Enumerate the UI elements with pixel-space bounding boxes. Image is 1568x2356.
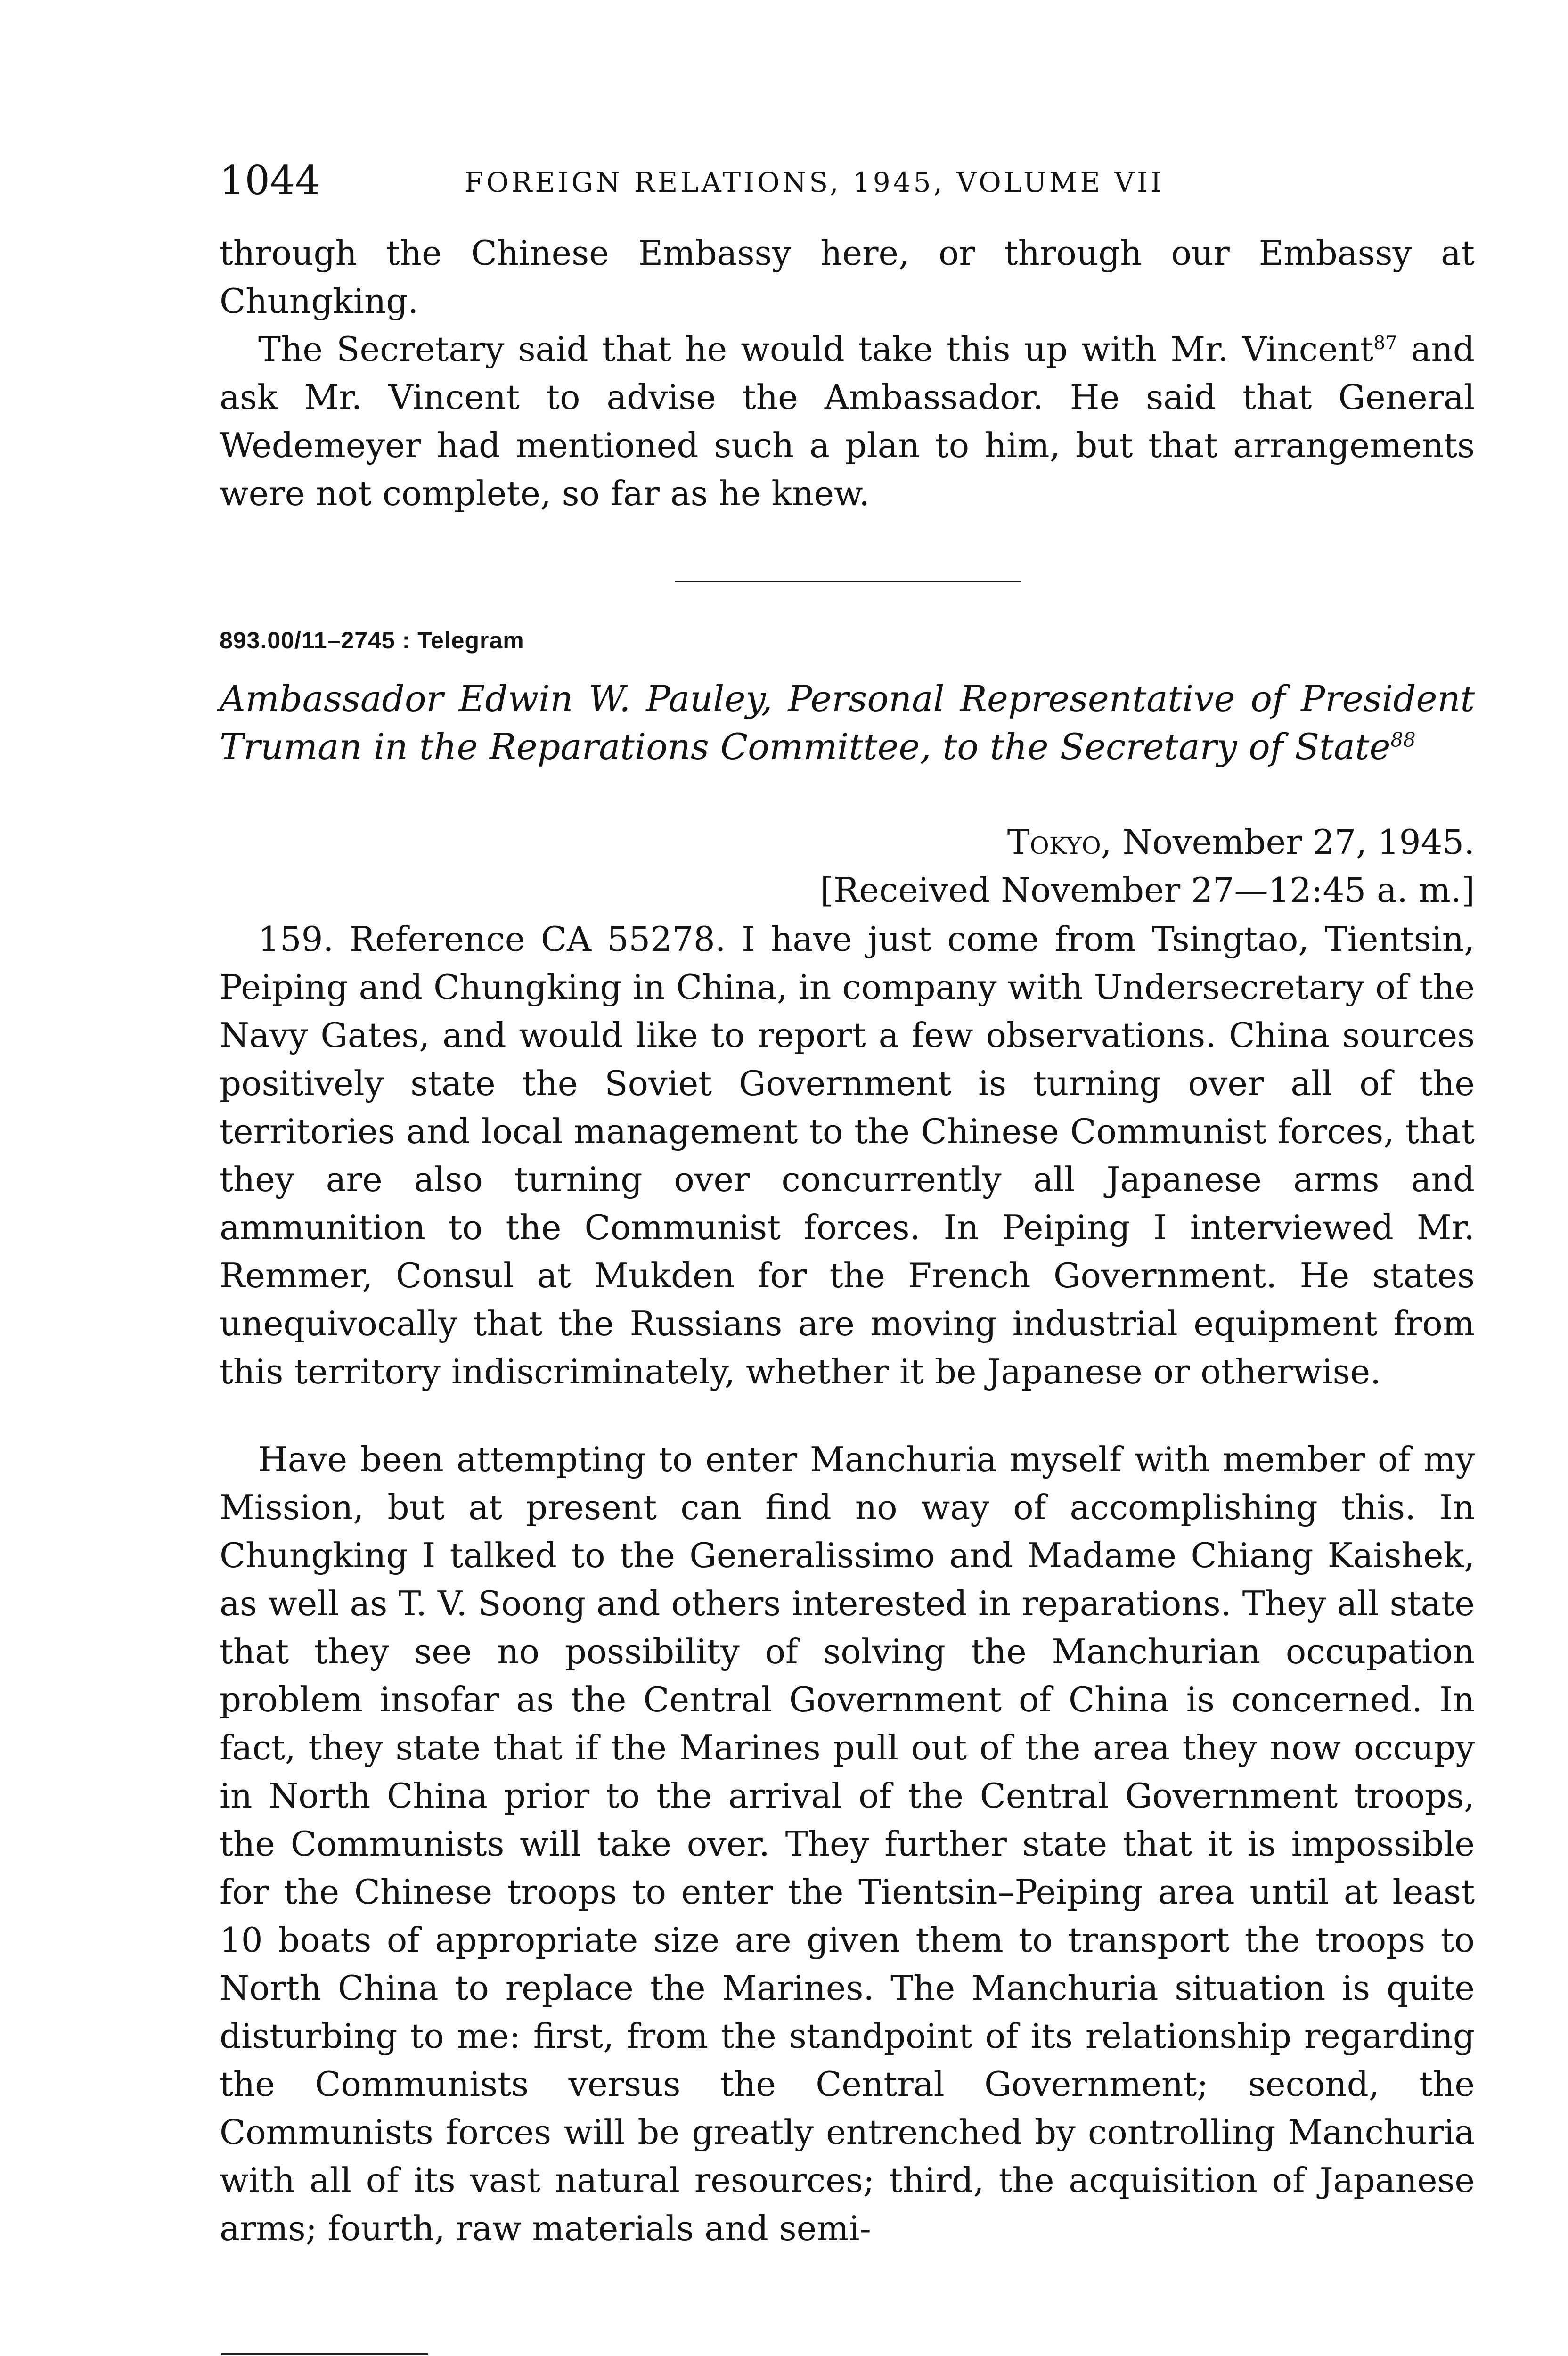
paragraph-secretary-text-a: The Secretary said that he would take this up with Mr. Vincent	[258, 329, 1374, 369]
date: , November 27, 1945.	[1101, 822, 1475, 862]
opening-text	[220, 229, 1475, 517]
date-line	[820, 818, 1475, 866]
paragraph-observations: 159. Reference CA 55278. I have just come from Tsingtao, Tientsin, Peiping and Chungking in China, in company with Undersecretary of the Navy Gates, and would like to report a few observations. China sources positively state the Soviet Government is turning over all of the territories and local management to the Chinese Communist forces, that they are also turning over concurrently all Japanese arms and ammunition to the Communist forces. In Peiping I interviewed Mr. Remmer, Consul at Mukden for the French Government. He states unequivocally that the Russians are moving industrial equipment from this territory indiscriminately, whether it be Japanese or otherwise.	[220, 919, 1475, 1391]
telegram-body-part1	[220, 915, 1475, 1396]
document-title-text: Ambassador Edwin W. Pauley, Personal Representative of President Truman in the Reparations Committee, to the Secretary of State	[220, 678, 1475, 768]
paragraph-manchuria: Have been attempting to enter Manchuria myself with member of my Mission, but at present can find no way of accomplishing this. In Chungking I talked to the Generalissimo and Madame Chiang Kaishek, as well as T. V. Soong and others interested in reparations. They all state that they see no possibility of solving the Manchurian occupation problem insofar as the Central Government of China is concerned. In fact, they state that if the Marines pull out of the area they now occupy in North China prior to the arrival of the Central Government troops, the Communists will take over. They further state that it is impossible for the Chinese troops to enter the Tientsin–Peiping area until at least 10 boats of appropriate size are given them to transport the troops to North China to replace the Marines. The Manchuria situation is quite disturbing to me: first, from the standpoint of its relationship regarding the Communists versus the Central Government; second, the Communists forces will be greatly entrenched by controlling Manchuria with all of its vast natural resources; third, the acquisition of Japanese arms; fourth, raw materials and semi-	[220, 1440, 1475, 2248]
document-title	[220, 675, 1475, 771]
paragraph-secretary	[220, 325, 1475, 517]
document-reference: 893.00/11–2745 : Telegram	[220, 627, 524, 654]
footnote-ref-88: 88	[1390, 728, 1416, 752]
dateline	[820, 818, 1475, 914]
telegram-body-part2	[220, 1435, 1475, 2252]
footnote-ref-87: 87	[1373, 332, 1397, 354]
section-divider	[675, 581, 1021, 582]
footnote-rule	[221, 2353, 428, 2355]
paragraph-secretary-text-b: and ask Mr. Vincent to advise the Ambassador. He said that General Wedemeyer had mentioned such a plan to him, but that arrangements were not complete, so far as he knew.	[220, 329, 1475, 513]
running-head: FOREIGN RELATIONS, 1945, VOLUME VII	[465, 166, 1164, 198]
paragraph-continuation: through the Chinese Embassy here, or through our Embassy at Chungking.	[220, 233, 1475, 321]
received-line: [Received November 27—12:45 a. m.]	[820, 870, 1475, 910]
place: Tokyo	[1007, 822, 1101, 862]
page-number: 1044	[220, 157, 320, 204]
page-header	[220, 155, 1475, 206]
